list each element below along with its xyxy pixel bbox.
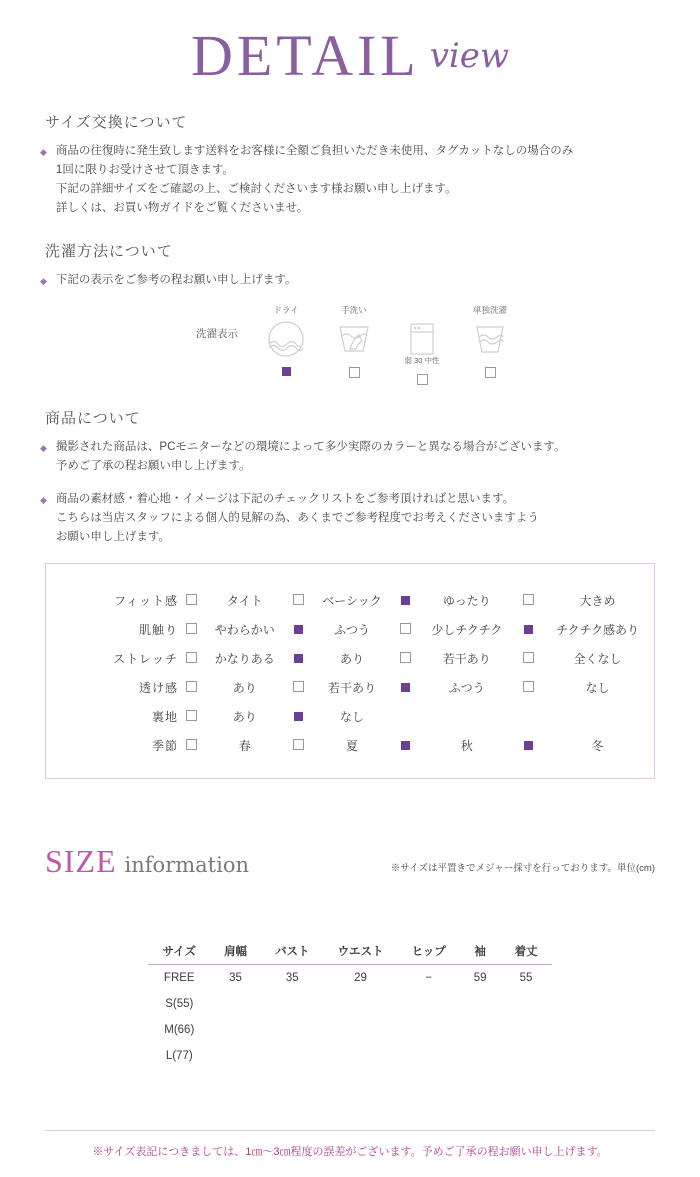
checklist-checkbox[interactable] [286, 702, 312, 731]
cell [324, 1043, 398, 1069]
cell [261, 991, 324, 1017]
checklist-option-label: やわらかい [214, 623, 275, 637]
cell [501, 1043, 552, 1069]
cell: 35 [229, 972, 242, 984]
wash-label: 洗濯表示 [196, 328, 238, 340]
bullet-item [40, 490, 660, 547]
cell [210, 991, 261, 1017]
checklist-checkbox[interactable] [393, 731, 419, 760]
detail-title-main: DETAIL [190, 23, 420, 88]
checklist-row [46, 586, 654, 615]
checklist-option-label: 若干あり [442, 652, 491, 666]
checklist-spacer [541, 702, 654, 731]
cell: 35 [285, 972, 299, 984]
checklist-label: 裏地 [151, 710, 178, 724]
product-checklist [45, 563, 655, 779]
wash-care-row [40, 304, 660, 385]
bullet-line: 撮影された商品は、PCモニターなどの環境によって多少実際のカラーと異なる場合がございます。 [55, 441, 566, 453]
checklist-checkbox[interactable] [393, 586, 419, 615]
checklist-spacer [515, 702, 541, 731]
size-measure-note: ※サイズは平置きでメジャー採寸を行っております。単位(cm) [390, 863, 655, 874]
checklist-checkbox[interactable] [286, 586, 312, 615]
checklist-checkbox[interactable] [178, 673, 204, 702]
machine-wash-icon [391, 319, 453, 359]
table-row [148, 965, 551, 992]
bullet-text [56, 142, 573, 218]
checklist-option-label: 全くなし [573, 652, 622, 666]
cell [398, 1043, 460, 1069]
checklist-checkbox[interactable] [178, 731, 204, 760]
table-row [148, 1043, 551, 1069]
checklist-checkbox[interactable] [393, 644, 419, 673]
checklist-option-label: あり [232, 681, 257, 695]
checklist-label: 肌触り [138, 623, 178, 637]
wash-item-handwash [323, 304, 385, 385]
cell: − [425, 972, 432, 984]
checklist-option-label: かなりある [214, 652, 275, 666]
footer-divider [45, 1130, 655, 1131]
cell [501, 991, 552, 1017]
table-row [148, 991, 551, 1017]
checklist-spacer [393, 702, 419, 731]
cell [324, 991, 398, 1017]
bullet-line: 詳しくは、お買い物ガイドをご覧くださいませ。 [55, 202, 309, 214]
machine-wash-caption: 弱 30 中性 [404, 356, 440, 365]
checklist-option-label: あり [340, 652, 365, 666]
size-table-wrapper [0, 938, 700, 1069]
diamond-bullet-icon: ◆ [40, 443, 47, 453]
cell: M(66) [164, 1024, 195, 1036]
checklist-option-label: あり [232, 710, 257, 724]
bullet-item [40, 142, 660, 218]
cell [460, 991, 501, 1017]
checklist-checkbox[interactable] [515, 615, 541, 644]
bullet-line: お願い申し上げます。 [55, 531, 171, 543]
wash-checkbox-dry[interactable] [255, 367, 317, 376]
checklist-label: 季節 [151, 739, 178, 753]
size-table [148, 938, 551, 1069]
checklist-option-label: ふつう [334, 623, 371, 637]
checklist-option-label: 春 [238, 739, 251, 753]
checklist-option-label: なし [585, 681, 610, 695]
column-header: 袖 [460, 938, 501, 965]
wash-item-dry [255, 304, 317, 385]
checklist-row [46, 702, 654, 731]
cell [261, 1043, 324, 1069]
bullet-item [40, 271, 660, 290]
bullet-text [56, 271, 297, 290]
cell [398, 1017, 460, 1043]
cell [210, 1043, 261, 1069]
wash-checkbox-separate[interactable] [459, 367, 521, 378]
column-header: 肩幅 [210, 938, 261, 965]
cell: S(55) [165, 998, 194, 1010]
checklist-checkbox[interactable] [286, 644, 312, 673]
wash-checkbox-machine[interactable] [391, 374, 453, 385]
cell [324, 1017, 398, 1043]
checklist-option-label: タイト [226, 594, 263, 608]
checklist-checkbox[interactable] [515, 731, 541, 760]
cell [460, 1043, 501, 1069]
cell [261, 1017, 324, 1043]
checklist-option-label: ベーシック [322, 594, 382, 608]
checklist-checkbox[interactable] [286, 673, 312, 702]
dry-clean-icon [255, 319, 317, 359]
wash-caption: ドライ [273, 305, 299, 315]
wash-checkbox-handwash[interactable] [323, 367, 385, 378]
diamond-bullet-icon: ◆ [40, 495, 47, 505]
column-header: ウエスト [324, 938, 398, 965]
bullet-line: 下記の表示をご参考の程お願い申し上げます。 [55, 274, 297, 286]
cell: 29 [354, 972, 367, 984]
checklist-spacer [419, 702, 516, 731]
checklist-option-label: なし [340, 710, 365, 724]
page-title [0, 0, 700, 89]
detail-title-script: view [429, 35, 510, 76]
cell [501, 1017, 552, 1043]
checklist-checkbox[interactable] [393, 615, 419, 644]
size-title [45, 843, 249, 880]
cell [210, 1017, 261, 1043]
section-title-product-info: 商品について [45, 410, 141, 427]
wash-caption: 単独洗濯 [472, 305, 507, 315]
checklist-checkbox[interactable] [178, 644, 204, 673]
table-header-row [148, 938, 551, 965]
section-product-info [0, 407, 700, 547]
cell: L(77) [165, 1050, 193, 1062]
checklist-option-label: 少しチクチク [431, 623, 503, 637]
footer-text: ※サイズ表記につきましては、1㎝～3㎝程度の誤差がございます。予めご了承の程お願い申し上げます。 [92, 1146, 608, 1158]
checklist-checkbox[interactable] [515, 586, 541, 615]
checklist-option-label: ゆったり [442, 594, 491, 608]
checklist-option-label: 大きめ [579, 594, 616, 608]
section-size-exchange [0, 111, 700, 218]
checklist-checkbox[interactable] [178, 586, 204, 615]
bullet-line: 1回に限りお受けさせて頂きます。 [55, 164, 234, 176]
wash-item-machine [391, 304, 453, 385]
checklist-row [46, 673, 654, 702]
checklist-label: ストレッチ [113, 652, 178, 666]
checklist-option-label: チクチク感あり [556, 623, 640, 637]
column-header: サイズ [148, 938, 210, 965]
diamond-bullet-icon: ◆ [40, 276, 47, 286]
checklist-checkbox[interactable] [286, 731, 312, 760]
diamond-bullet-icon: ◆ [40, 147, 47, 157]
section-title-wash-method: 洗濯方法について [45, 243, 173, 260]
checklist-checkbox[interactable] [178, 615, 204, 644]
bullet-line: 下記の詳細サイズをご確認の上、ご検討くださいます様お願い申し上げます。 [55, 183, 457, 195]
bullet-text [56, 490, 539, 547]
checklist-checkbox[interactable] [178, 702, 204, 731]
checklist-option-label: 夏 [346, 739, 359, 753]
wash-item-separate [459, 304, 521, 385]
cell: 59 [473, 972, 487, 984]
bullet-text [56, 438, 566, 476]
section-wash-method [0, 240, 700, 385]
checklist-checkbox[interactable] [515, 673, 541, 702]
checklist-label: フィット感 [113, 594, 178, 608]
column-header: バスト [261, 938, 324, 965]
column-header: ヒップ [398, 938, 460, 965]
cell [398, 991, 460, 1017]
table-row [148, 1017, 551, 1043]
separate-wash-icon [459, 319, 521, 359]
checklist-row [46, 731, 654, 760]
cell: FREE [163, 972, 195, 984]
column-header: 着丈 [501, 938, 552, 965]
cell [460, 1017, 501, 1043]
checklist-option-label: 冬 [591, 739, 604, 753]
checklist-checkbox[interactable] [515, 644, 541, 673]
footer-note [0, 1130, 700, 1159]
wash-caption [391, 304, 453, 315]
cell: 55 [519, 972, 533, 984]
bullet-item [40, 438, 660, 476]
checklist-row [46, 615, 654, 644]
size-title-sub: information [124, 853, 249, 877]
size-title-main: SIZE [45, 843, 117, 879]
checklist-option-label: 若干あり [328, 681, 377, 695]
checklist-label: 透け感 [138, 681, 178, 695]
bullet-line: 予めご了承の程お願い申し上げます。 [55, 460, 251, 472]
wash-caption: 手洗い [341, 305, 367, 315]
size-section-header [0, 843, 700, 880]
bullet-line: こちらは当店スタッフによる個人的見解の為、あくまでご参考程度でお考えくださいますよう [55, 512, 539, 524]
checklist-checkbox[interactable] [393, 673, 419, 702]
checklist-option-label: ふつう [448, 681, 485, 695]
hand-wash-icon [323, 319, 385, 359]
section-title-size-exchange: サイズ交換について [45, 114, 188, 131]
checklist-row [46, 644, 654, 673]
checklist-option-label: 秋 [460, 739, 473, 753]
bullet-line: 商品の往復時に発生致します送料をお客様に全額ご負担いただき未使用、タグカットなしの場合のみ [55, 145, 574, 157]
bullet-line: 商品の素材感・着心地・イメージは下記のチェックリストをご参考頂ければと思います。 [55, 493, 515, 505]
checklist-checkbox[interactable] [286, 615, 312, 644]
